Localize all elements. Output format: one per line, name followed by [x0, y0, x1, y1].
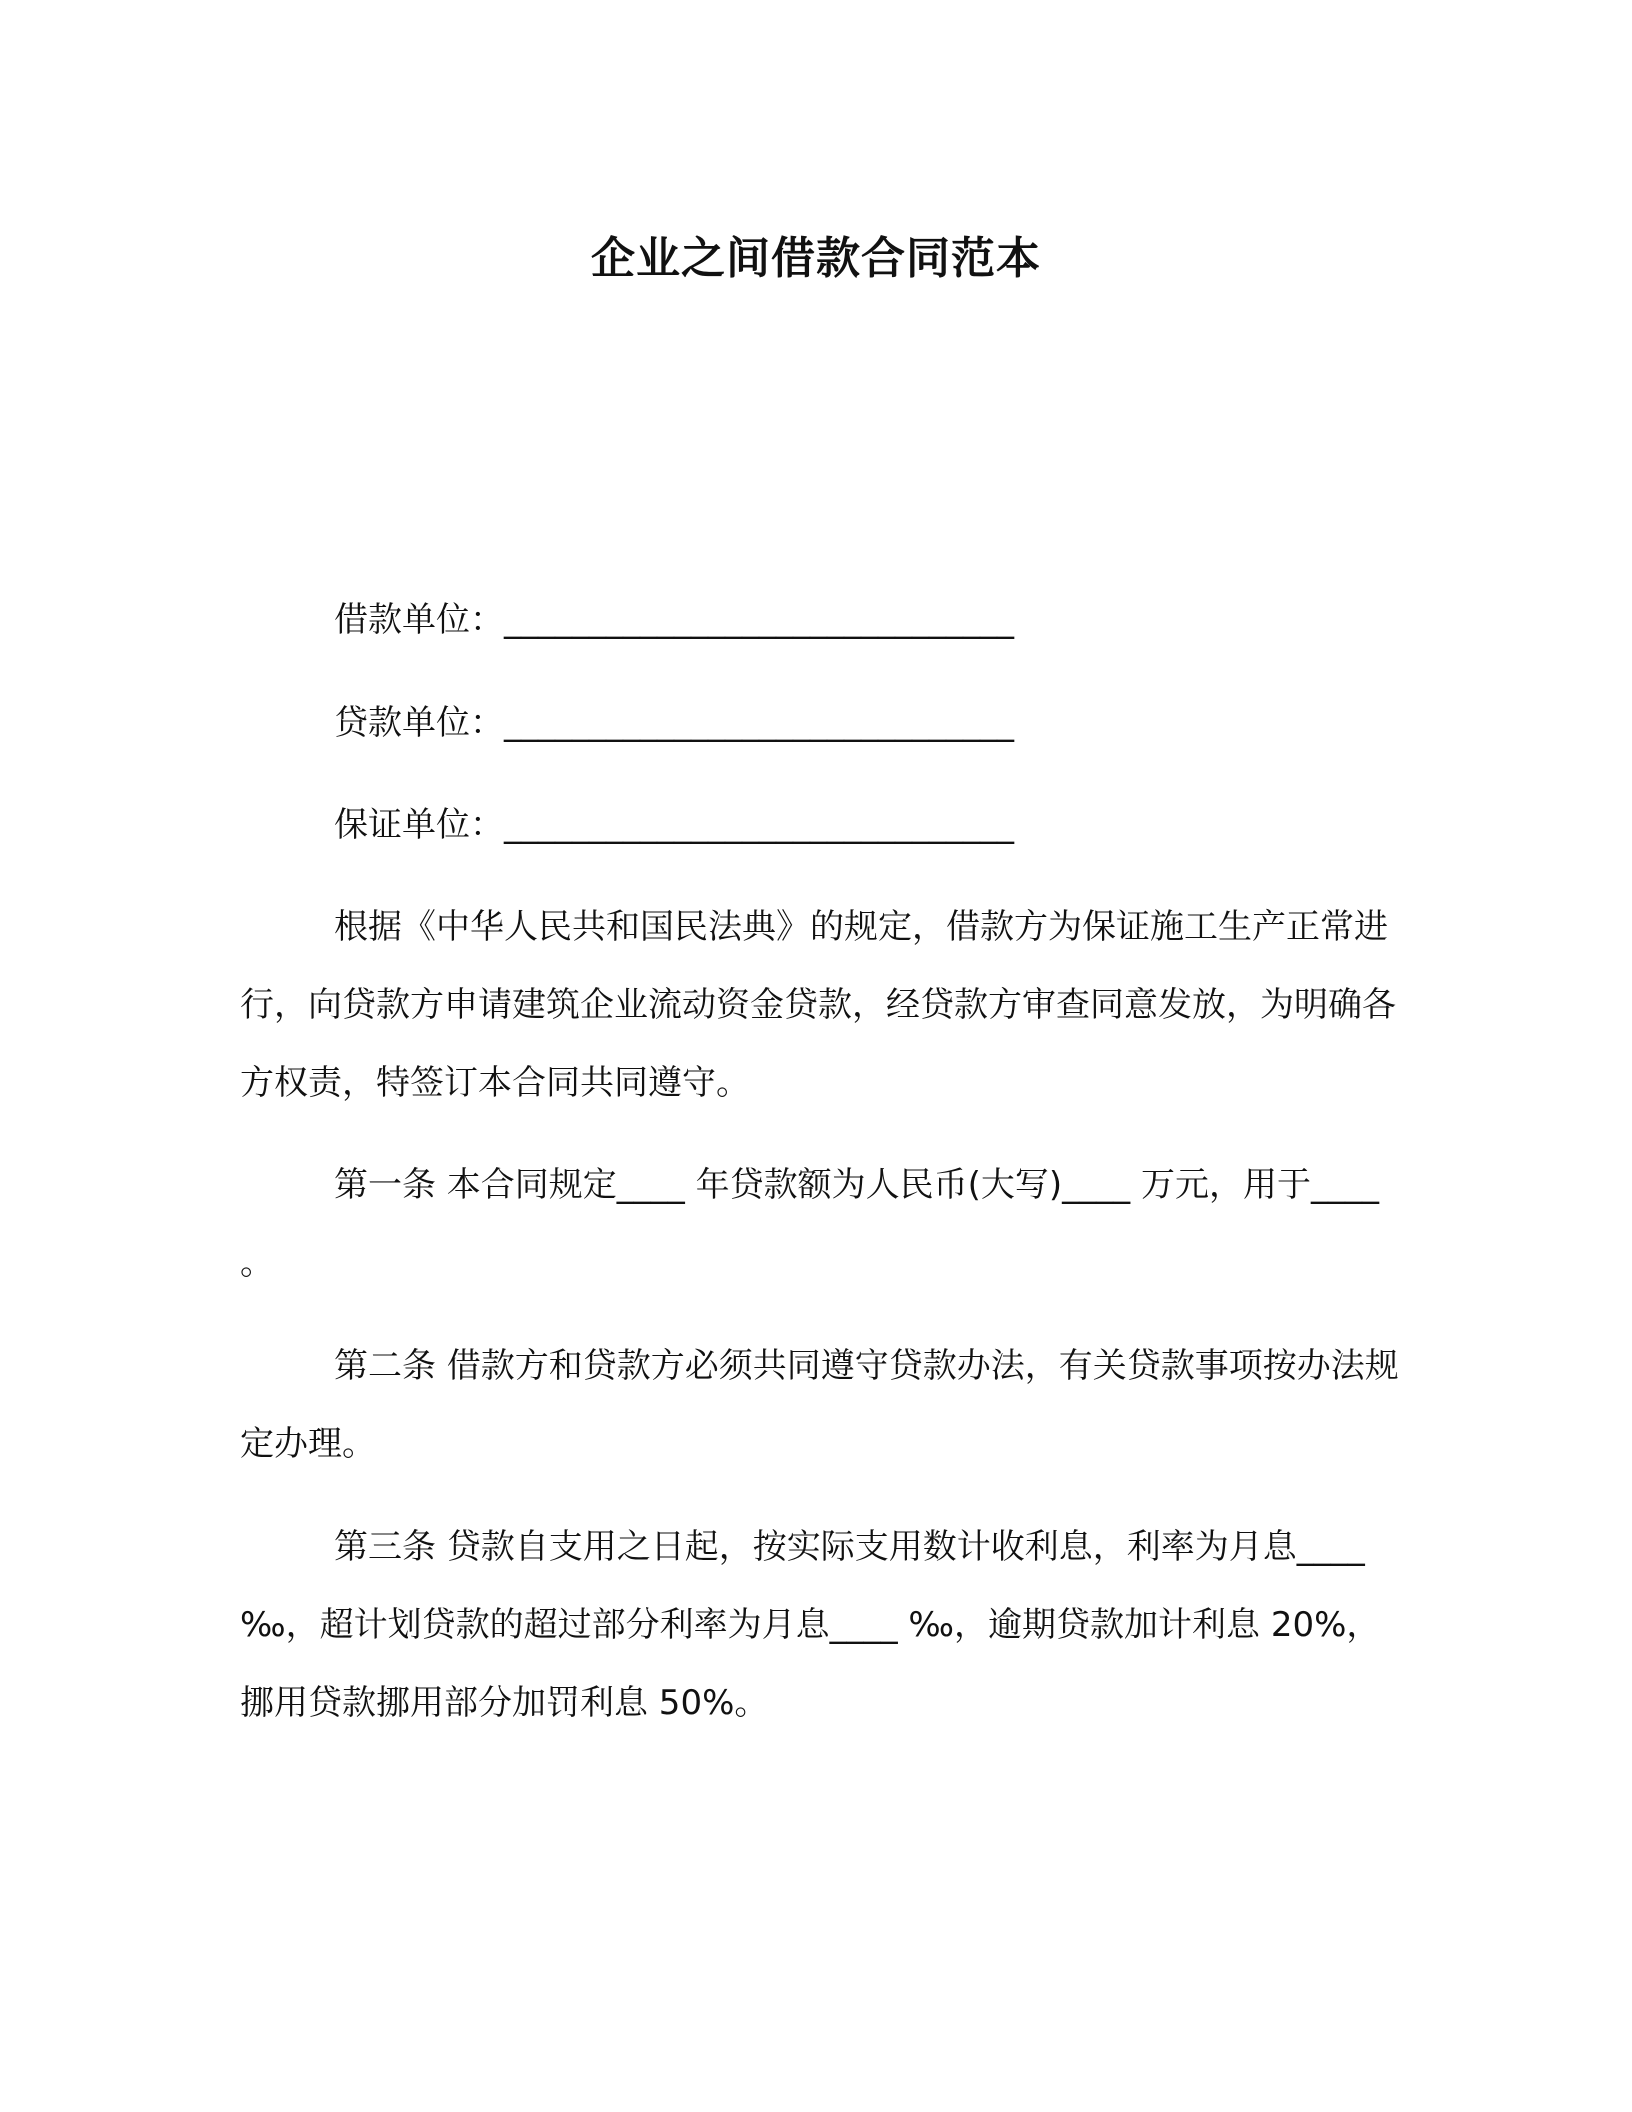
document-title: 企业之间借款合同范本	[591, 233, 1041, 284]
party-blank: ______________________________	[504, 703, 1014, 743]
party-blank: ______________________________	[504, 600, 1014, 640]
party-label: 借款单位：	[334, 600, 504, 640]
paragraph-article-3: 第三条 贷款自支用之日起，按实际支用数计收利息，利率为月息____ ‰，超计划贷款的超过部分利率为月息____ ‰，逾期贷款加计利息 20%，挪用贷款挪用部分加罚利息 50%。	[240, 1527, 1381, 1723]
party-blank: ______________________________	[504, 805, 1014, 845]
party-borrower	[334, 592, 1014, 641]
paragraph-article-1: 第一条 本合同规定____ 年贷款额为人民币(大写)____ 万元，用于____ 。	[240, 1165, 1379, 1283]
party-label: 贷款单位：	[334, 703, 504, 743]
paragraph-preamble: 根据《中华人民共和国民法典》的规定，借款方为保证施工生产正常进行，向贷款方申请建筑企业流动资金贷款，经贷款方审查同意发放，为明确各方权责，特签订本合同共同遵守。	[240, 907, 1396, 1103]
paragraph-article-2: 第二条 借款方和贷款方必须共同遵守贷款办法，有关贷款事项按办法规定办理。	[240, 1346, 1399, 1464]
party-guarantor	[334, 797, 1014, 846]
party-lender	[334, 695, 1014, 744]
party-label: 保证单位：	[334, 805, 504, 845]
